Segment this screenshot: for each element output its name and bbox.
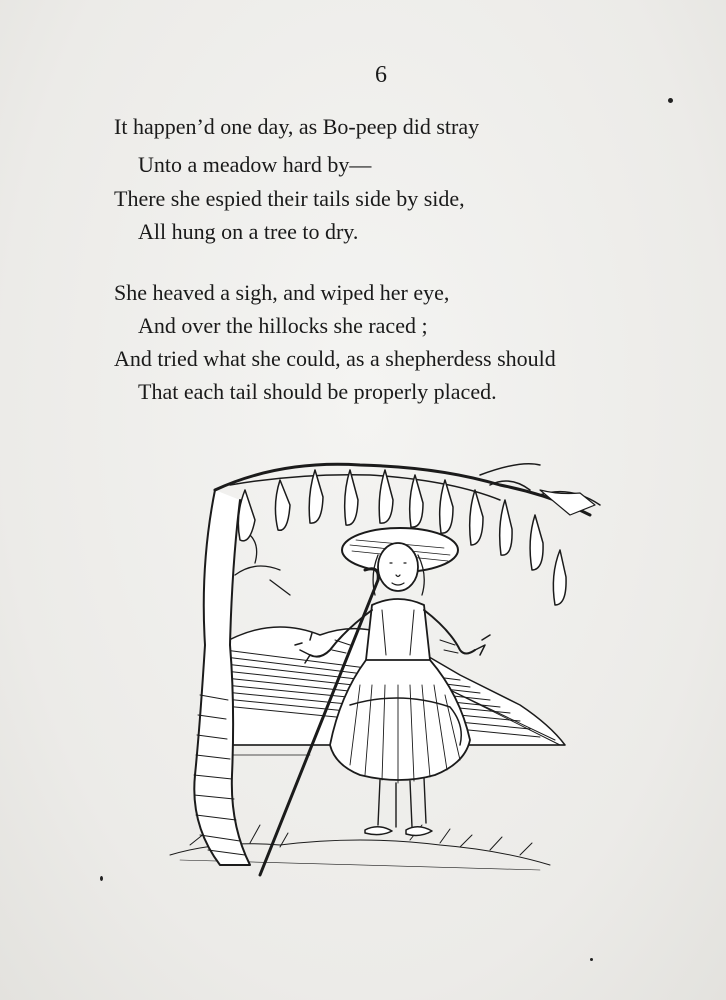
shepherdess-engraving-icon [160, 445, 610, 905]
page-number: 6 [375, 62, 387, 88]
verse-line: That each tail should be properly placed. [138, 379, 497, 404]
paper-speck [590, 958, 593, 961]
paper-speck [100, 876, 103, 881]
verse-line: It happen’d one day, as Bo-peep did stray [114, 114, 480, 139]
paper-speck [668, 98, 673, 103]
verse-line: There she espied their tails side by side, [114, 186, 465, 211]
verse-line: She heaved a sigh, and wiped her eye, [114, 280, 450, 305]
verse-line: And tried what she could, as a shepherdess should [114, 346, 556, 371]
verse-line: Unto a meadow hard by— [138, 152, 372, 177]
verse-line: All hung on a tree to dry. [138, 219, 359, 244]
verse-line: And over the hillocks she raced ; [138, 313, 428, 338]
